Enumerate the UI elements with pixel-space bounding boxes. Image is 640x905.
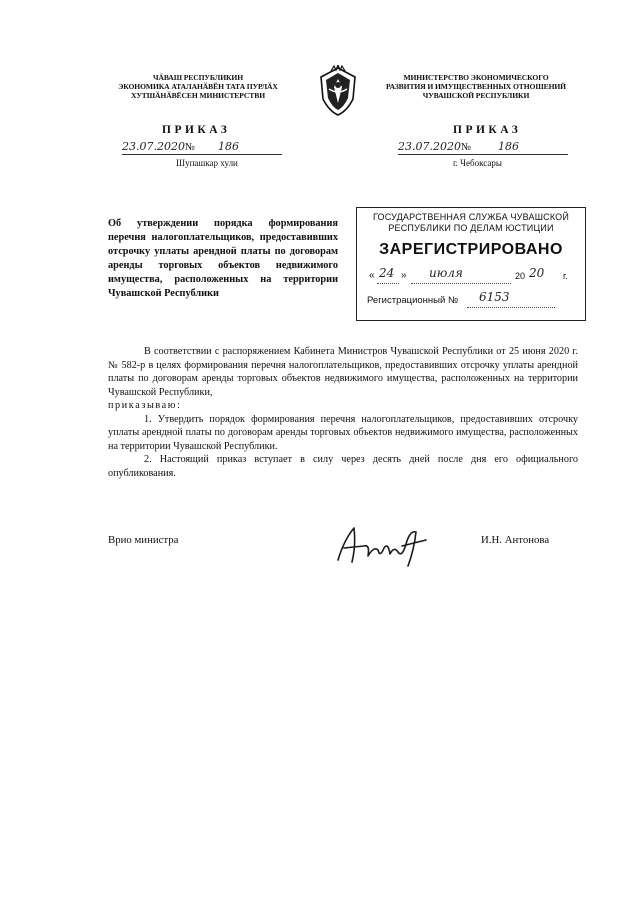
stamp-quote-close: » [401,270,407,281]
ministry-header-chuvash [98,73,298,100]
stamp-year-prefix: 20 [515,271,526,281]
body-para-item1: 1. Утвердить порядок формирования перечня налогоплательщиков, предоставивших отсрочку уплаты арендной платы по договорам аренды торговых объектов недвижимого имущества, расположенных на территории Чувашской Республики. [108,413,578,452]
header-right-line1: МИНИСТЕРСТВО ЭКОНОМИЧЕСКОГО [403,73,549,82]
body-para-item2: 2. Настоящий приказ вступает в силу через десять дней после дня его официального опубликования. [108,454,578,479]
order-subject-title: Об утверждении порядка формирования перечня налогоплательщиков, предоставивших отсрочку уплаты арендной платы по договорам аренды торговых объектов недвижимого имущества, расположенных на территории Чувашской Республики [108,218,338,299]
stamp-month: июля [429,266,463,280]
header-right-line3: ЧУВАШСКОЙ РЕСПУБЛИКИ [422,91,530,100]
stamp-year-suffix: 20 [529,266,545,280]
stamp-line1: ГОСУДАРСТВЕННАЯ СЛУЖБА ЧУВАШСКОЙ [372,212,570,222]
stamp-reg-label: Регистрационный № [367,295,459,306]
header-right-line2: РАЗВИТИЯ И ИМУЩЕСТВЕННЫХ ОТНОШЕНИЙ [386,82,566,91]
signatory-name: И.Н. Антонова [481,534,550,546]
stamp-agency [357,212,585,234]
order-title-right: ПРИКАЗ [453,124,522,136]
signatory-title: Врио министра [108,534,179,546]
number-sign-left: № [185,142,196,153]
stamp-year-mark: г. [563,271,568,281]
handwritten-signature-icon [330,520,440,570]
order-number-left: 186 [218,140,239,153]
header-left-line3: ХУТШӐНӐВӖСЕН МИНИСТЕРСТВИ [130,91,266,100]
order-date-right: 23.07.2020 [398,140,461,153]
stamp-reg-row [367,290,575,309]
stamp-line2: РЕСПУБЛИКИ ПО ДЕЛАМ ЮСТИЦИИ [388,223,554,233]
stamp-quote-open: « [369,270,375,281]
registration-stamp [356,207,586,321]
place-left: Шупашкар хули [176,158,238,168]
order-body [108,345,578,480]
stamp-day: 24 [379,266,395,280]
order-date-line-right [398,141,568,155]
order-number-right: 186 [498,140,519,153]
order-title-left: ПРИКАЗ [162,124,231,136]
place-right: г. Чебоксары [453,158,502,168]
order-date-line-left [122,141,282,155]
coat-of-arms-icon [315,65,361,117]
stamp-reg-number: 6153 [479,290,510,304]
ministry-header-russian [370,73,582,100]
body-para-preamble: В соответствии с распоряжением Кабинета Министров Чувашской Республики от 25 июня 2020 г. № 582-р в целях формирования перечня налогоплательщиков, предоставивших отсрочку уплаты арендной платы по договорам аренды торговых объектов недвижимого имущества, расположенных на территории Чувашской Республики, [108,346,578,398]
body-command: приказываю: [108,400,182,411]
stamp-date-row [367,266,575,286]
header-left-line1: ЧӐВАШ РЕСПУБЛИКИН [152,73,244,82]
order-date-left: 23.07.2020 [122,140,185,153]
stamp-registered: ЗАРЕГИСТРИРОВАНО [379,241,563,258]
number-sign-right: № [461,142,472,153]
header-left-line2: ЭКОНОМИКА АТАЛАНӐВӖН ТАТА ПУРЛӐХ [118,82,278,91]
